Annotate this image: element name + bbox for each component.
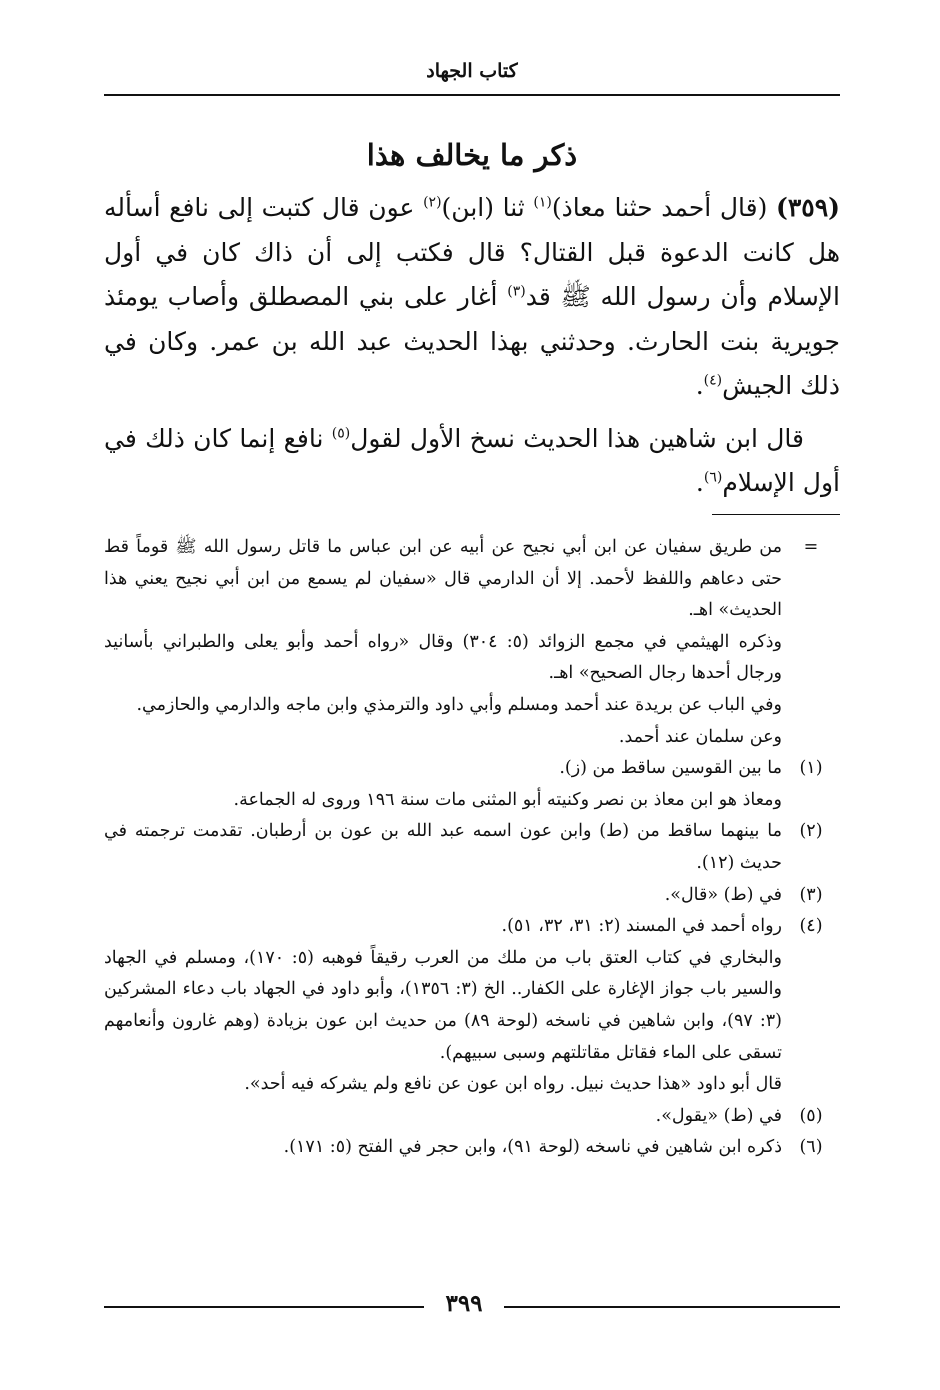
footnote-text: في (ط) «يقول». [655, 1105, 782, 1126]
footnote [104, 690, 840, 722]
footnote [104, 722, 840, 754]
footnote-mark: = [803, 537, 819, 557]
footnote-mark: (٣) [799, 884, 823, 905]
page-footer [104, 1290, 840, 1320]
footnote-mark: (١) [799, 758, 823, 779]
hadith-number: (٣٥٩) [776, 193, 840, 222]
hadith-text-segment: عون قال كتبت إلى نافع أسأله هل كانت الدعوة قبل القتال؟ قال فكتب إلى أن ذاك كان في أول الإسلام وأن رسول الله ﷺ قد [104, 193, 841, 311]
footnote-text: قال أبو داود «هذا حديث نبيل. رواه ابن عون عن نافع ولم يشركه فيه أحد». [244, 1074, 782, 1095]
header-rule [104, 94, 840, 96]
hadith-text-segment: أغار على بني المصطلق وأصاب يومئذ جويرية بنت الحارث. وحدثني بهذا الحديث عبد الله بن عمر. وكان في ذلك الجيش [104, 282, 840, 400]
footnote [104, 880, 840, 912]
footer-rule-left [104, 1306, 424, 1308]
hadith-paragraph-2 [104, 417, 840, 506]
footnote-text: ما بينهما ساقط من (ط) وابن عون اسمه عبد الله بن عون بن أرطبان. تقدمت ترجمته في حديث (١٢). [104, 821, 782, 873]
footnote-mark: (٤) [799, 916, 823, 937]
footnote-text: ومعاذ هو ابن معاذ بن نصر وكنيته أبو المثنى مات سنة ١٩٦ وروى له الجماعة. [233, 789, 782, 810]
footnote [104, 816, 840, 879]
footnote-ref: (٢) [423, 194, 442, 211]
footnote-text: وعن سلمان عند أحمد. [618, 726, 782, 747]
hadith-text-segment: . [695, 371, 704, 400]
running-head: كتاب الجهاد [426, 60, 518, 82]
footnote [104, 532, 840, 627]
footnote-mark [782, 1069, 840, 1101]
hadith-text-segment: قال ابن شاهين هذا الحديث نسخ الأول لقول [350, 423, 804, 453]
footnote [104, 911, 840, 943]
footnotes [104, 532, 840, 1164]
footnote-text: وفي الباب عن بريدة عند أحمد ومسلم وأبي داود والترمذي وابن ماجه والدارمي والحازمي. [136, 694, 782, 715]
footnote-mark: (٦) [799, 1137, 823, 1158]
hadith-paragraph-1 [104, 186, 840, 409]
page-number: ٣٩٩ [445, 1290, 483, 1317]
footnote-text: ما بين القوسين ساقط من (ز). [559, 758, 782, 779]
footnote-text: من طريق سفيان عن ابن أبي نجيح عن أبيه عن ابن عباس ما قاتل رسول الله ﷺ قوماً قط حتى دعاهم واللفظ لأحمد. إلا أن الدارمي قال «سفيان لم يسمع من ابن أبي نجيح يعني هذا الحديث» اهـ. [104, 537, 782, 621]
footer-rule-right [504, 1306, 840, 1308]
hadith-text-segment: نافع إنما كان ذلك في أول الإسلام [104, 423, 840, 497]
hadith-text-segment: . [695, 468, 704, 497]
hadith-text [104, 186, 840, 506]
footnote [104, 753, 840, 785]
footnote [104, 627, 840, 690]
hadith-text-segment: ثنا (ابن) [441, 193, 534, 222]
footnote-ref: (٥) [331, 425, 351, 442]
footnote-text: ذكره ابن شاهين في ناسخه (لوحة ٩١)، وابن حجر في الفتح (٥: ١٧١). [283, 1137, 782, 1158]
footnote-mark [782, 722, 840, 754]
footnote-mark [782, 690, 840, 722]
footnote-ref: (٤) [703, 372, 723, 389]
footnote [104, 943, 840, 1069]
book-page [104, 0, 840, 1390]
footnote-ref: (١) [533, 194, 552, 211]
footnote [104, 1069, 840, 1101]
footnote [104, 1101, 840, 1133]
footnote [104, 1132, 840, 1164]
footnote-mark: (٥) [799, 1105, 823, 1126]
footnote-text: في (ط) «قال». [664, 884, 782, 905]
footnote-mark: (٢) [799, 821, 823, 842]
footnote-mark [782, 627, 840, 690]
section-title: ذكر ما يخالف هذا [366, 138, 578, 172]
footnote-text: وذكره الهيثمي في مجمع الزوائد (٥: ٣٠٤) وقال «رواه أحمد وأبو يعلى والطبراني بأسانيد ورجال أحدها رجال الصحيح» اهـ. [104, 631, 782, 684]
footnote-continuation [104, 785, 840, 817]
footnote-mark [782, 943, 840, 1069]
footnote-text: والبخاري في كتاب العتق باب من ملك من العرب رقيقاً فوهبه (٥: ١٧٠)، ومسلم في الجهاد والسير باب جواز الإغارة على الكفار.. الخ (٣: ١٣٥٦)، وأبو داود في الجهاد باب دعاء المشركين (٣: ٩٧)، وابن شاهين في ناسخه (لوحة ٨٩) من حديث ابن عون بزيادة (وهم غارون وأنعامهم تسقى على الماء فقاتل مقاتلتهم وسبى سبيهم). [104, 947, 782, 1063]
footnote-separator [712, 514, 840, 515]
hadith-text-segment: (قال أحمد حثنا معاذ) [551, 193, 776, 222]
footnote-ref: (٣) [507, 283, 526, 300]
footnote-text: رواه أحمد في المسند (٢: ٣١، ٣٢، ٥١). [501, 916, 782, 937]
footnote-ref: (٦) [703, 469, 723, 486]
